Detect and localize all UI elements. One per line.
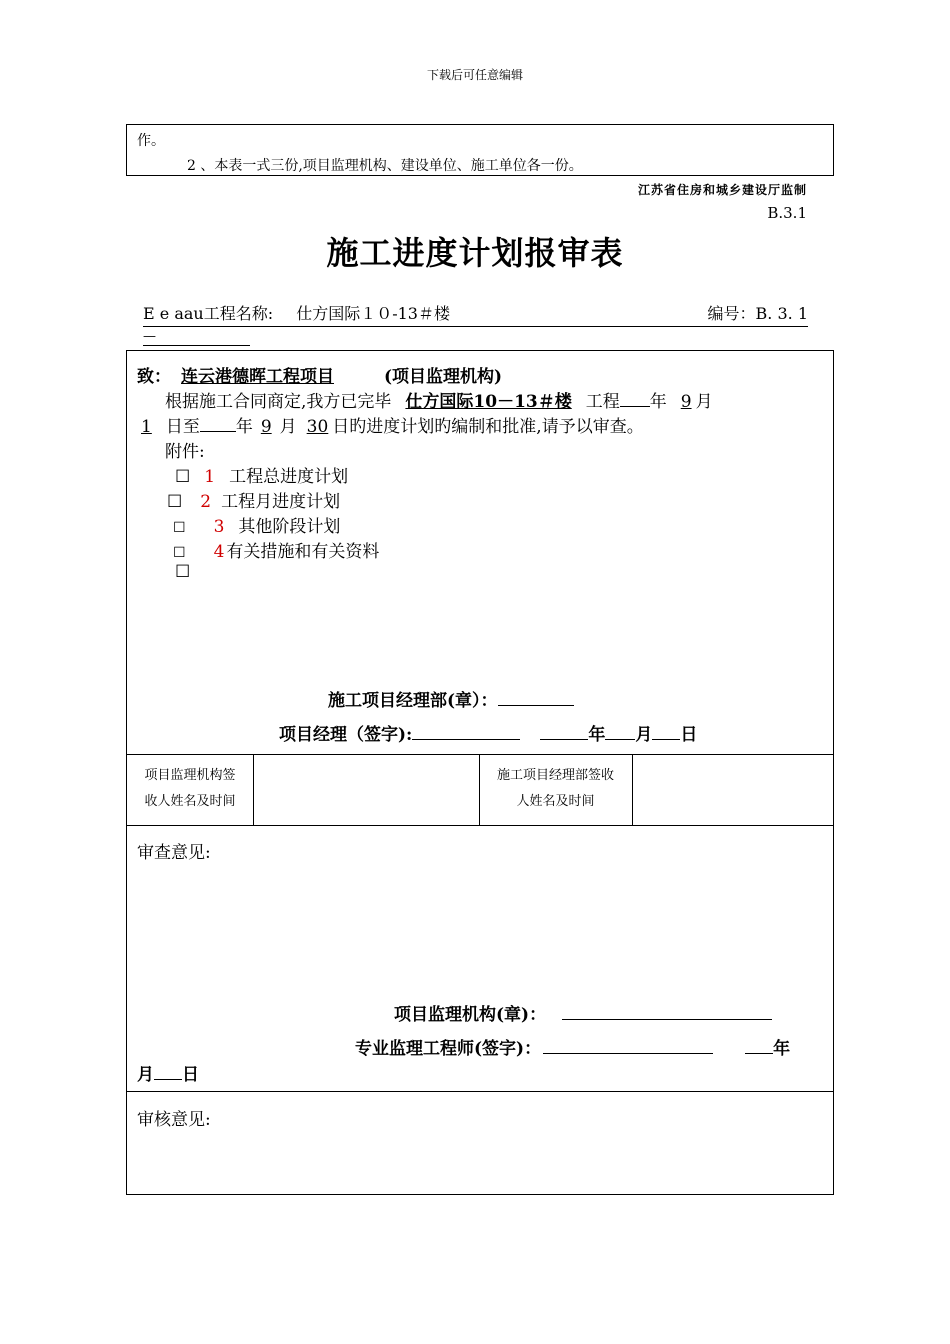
supervisor-seal-blank[interactable]	[562, 1001, 772, 1020]
supervisor-note: 江苏省住房和城乡建设厅监制	[637, 183, 807, 197]
checkbox-icon[interactable]: ☐	[175, 467, 191, 487]
attachment-text: 有关措施和有关资料	[226, 542, 380, 562]
attachment-item-3	[173, 512, 340, 537]
attachment-num: 4	[213, 542, 225, 562]
year-blank-2	[200, 413, 236, 432]
project-label: E e aau工程名称:	[143, 304, 274, 323]
receipt-label-line: 收人姓名及时间	[144, 794, 236, 809]
attachment-num: 3	[213, 517, 225, 537]
body-year-2: 年	[235, 417, 253, 437]
addressee-org: 连云港德晖工程项目	[181, 367, 334, 387]
sign-day: 日	[680, 725, 698, 745]
receipt-label-line: 施工项目经理部签收	[496, 768, 614, 783]
manager-sign-line	[279, 720, 697, 745]
review-day-blank[interactable]	[154, 1061, 182, 1080]
body-text-2b: 日旳进度计划旳编制和批准,请予以审查。	[332, 417, 644, 437]
dash-line: —	[143, 329, 250, 346]
contractor-dept-label: 施工项目经理部(章）：	[328, 691, 498, 711]
contractor-dept-line	[328, 686, 574, 711]
attachment-item-1	[175, 462, 348, 487]
body-year: 年	[649, 392, 667, 412]
checkbox-icon[interactable]: ☐	[175, 562, 191, 582]
sign-day-blank[interactable]	[652, 721, 680, 740]
checkbox-icon[interactable]: ☐	[167, 492, 183, 512]
page-title: 施工进度计划报审表	[326, 234, 624, 272]
body-month-value: 9	[680, 392, 692, 412]
body-month: 月	[695, 392, 713, 412]
note-line-1: 作。	[137, 133, 165, 149]
engineer-sign-line	[355, 1034, 790, 1059]
engineer-label: 专业监理工程师(签字)：	[355, 1039, 542, 1059]
body-project: 仕方国际10－13＃楼	[405, 392, 572, 412]
end-day-value: 30	[306, 417, 329, 437]
project-name-line	[143, 301, 808, 327]
contractor-receipt-field[interactable]	[632, 754, 833, 825]
start-day-value: 1	[141, 417, 152, 437]
attachment-item-blank	[175, 562, 190, 582]
addressee-line	[137, 362, 502, 387]
attachment-item-4	[173, 537, 379, 562]
attachment-text: 其他阶段计划	[238, 517, 341, 537]
receipt-label-line: 人姓名及时间	[516, 794, 595, 809]
body-text-1a: 根据施工合同商定,我方已完毕	[165, 392, 392, 412]
previous-page-notes	[126, 124, 834, 176]
supervisor-receipt-field[interactable]	[253, 754, 479, 825]
checkbox-icon[interactable]: ☐	[173, 520, 186, 536]
review-year-blank[interactable]	[745, 1035, 773, 1054]
body-line-1	[165, 387, 713, 412]
attachments-label: 附件:	[165, 442, 205, 462]
engineer-sign-blank[interactable]	[543, 1035, 713, 1054]
review-year: 年	[773, 1039, 791, 1059]
project-name: 仕方国际１０-13＃楼	[296, 304, 450, 323]
header-note: 下载后可任意编辑	[426, 68, 523, 82]
supervisor-org-label: 项目监理机构(章)：	[394, 1005, 547, 1025]
body-month-2: 月	[279, 417, 297, 437]
sign-month-blank[interactable]	[605, 721, 635, 740]
approval-label: 审核意见:	[137, 1110, 211, 1130]
sign-month: 月	[635, 725, 653, 745]
review-label: 审查意见:	[137, 843, 211, 863]
sign-year: 年	[588, 725, 606, 745]
attachment-num: 1	[204, 467, 216, 487]
form-number-label: 编号：	[707, 304, 756, 323]
attachment-item-2	[167, 487, 340, 512]
form-code: B.3.1	[767, 204, 807, 222]
supervisor-receipt-label	[127, 763, 253, 815]
end-month-value: 9	[260, 417, 272, 437]
attachment-text: 工程总进度计划	[229, 467, 349, 487]
checkbox-icon[interactable]: ☐	[173, 545, 186, 561]
dept-seal-blank[interactable]	[498, 687, 574, 706]
review-form-table	[126, 350, 834, 1195]
review-month: 月	[137, 1065, 154, 1085]
form-number-value: B. 3. 1	[755, 304, 808, 323]
supervisor-org-line	[394, 1000, 772, 1025]
contractor-receipt-label	[479, 763, 632, 815]
attachment-text: 工程月进度计划	[221, 492, 341, 512]
review-day: 日	[182, 1065, 199, 1085]
divider	[127, 1091, 833, 1092]
body-line-2	[137, 412, 644, 437]
form-number	[708, 301, 808, 324]
manager-sign-blank[interactable]	[412, 721, 520, 740]
note-line-2: 2 、本表一式三份,项目监理机构、建设单位、施工单位各一份。	[187, 158, 583, 174]
addressee-prefix: 致：	[137, 367, 171, 387]
year-blank	[620, 388, 650, 407]
body-text-2a: 日至	[165, 417, 200, 437]
divider	[127, 825, 833, 826]
addressee-suffix: (项目监理机构)	[384, 367, 503, 387]
sign-year-blank[interactable]	[540, 721, 588, 740]
review-date-line	[137, 1060, 199, 1085]
body-text-1b: 工程	[585, 392, 620, 412]
receipt-label-line: 项目监理机构签	[144, 768, 236, 783]
attachment-num: 2	[200, 492, 212, 512]
manager-label: 项目经理（签字):	[279, 725, 413, 745]
